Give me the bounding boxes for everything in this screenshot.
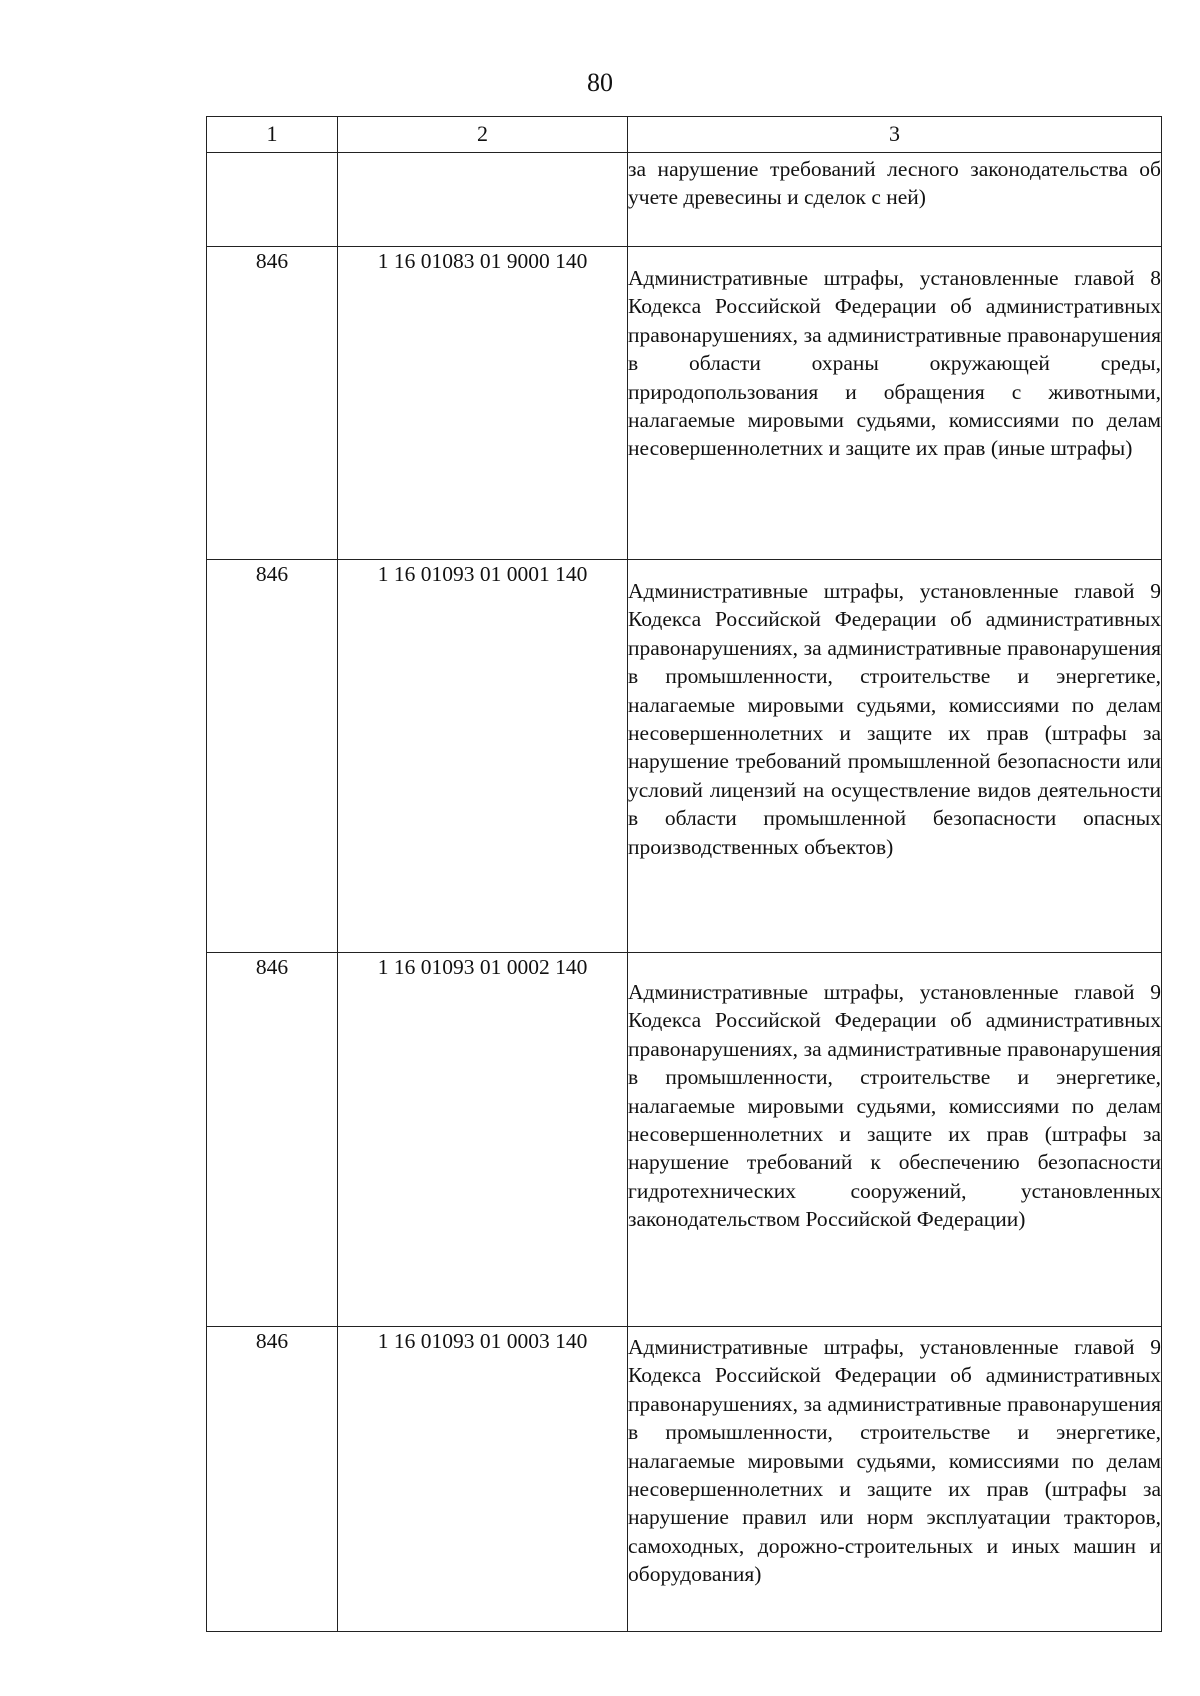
description-cell (628, 247, 1162, 560)
budget-codes-table (206, 116, 1162, 1632)
description-cell (628, 1327, 1162, 1632)
description-text: Административные штрафы, установленные главой 9 Кодекса Российской Федерации об административных правонарушениях, за административные правонарушения в промышленности, строительстве и энергетике, налагаемые мировыми судьями, комиссиями по делам несовершеннолетних и защите их прав (штрафы за нарушение требований к обеспечению безопасности гидротехнических сооружений, установленных законодательством Российской Федерации) (628, 980, 1161, 1232)
budget-code-cell: 1 16 01093 01 0002 140 (338, 953, 628, 1327)
description-text: Административные штрафы, установленные главой 8 Кодекса Российской Федерации об административных правонарушениях, за административные правонарушения в области охраны окружающей среды, природопользования и обращения с животными, налагаемые мировыми судьями, комиссиями по делам несовершеннолетних и защите их прав (иные штрафы) (628, 266, 1161, 461)
admin-code-cell: 846 (207, 560, 338, 953)
table-row (207, 560, 1162, 953)
budget-code-cell: 1 16 01083 01 9000 140 (338, 247, 628, 560)
description-text: за нарушение требований лесного законодательства об учете древесины и сделок с ней) (628, 157, 1161, 210)
admin-code-cell: 846 (207, 953, 338, 1327)
description-text: Административные штрафы, установленные главой 9 Кодекса Российской Федерации об административных правонарушениях, за административные правонарушения в промышленности, строительстве и энергетике, налагаемые мировыми судьями, комиссиями по делам несовершеннолетних и защите их прав (штрафы за нарушение правил или норм эксплуатации тракторов, самоходных, дорожно-строительных и иных машин и оборудования) (628, 1335, 1161, 1587)
column-header-2: 2 (338, 117, 628, 153)
admin-code-cell: 846 (207, 247, 338, 560)
page-number: 80 (587, 68, 613, 97)
table-row (207, 153, 1162, 247)
table-row (207, 953, 1162, 1327)
table-row (207, 247, 1162, 560)
table-row (207, 1327, 1162, 1632)
budget-code-cell (338, 153, 628, 247)
table-header-row (207, 117, 1162, 153)
budget-code-cell: 1 16 01093 01 0003 140 (338, 1327, 628, 1632)
description-cell (628, 953, 1162, 1327)
column-header-3: 3 (628, 117, 1162, 153)
column-header-1: 1 (207, 117, 338, 153)
admin-code-cell (207, 153, 338, 247)
description-text: Административные штрафы, установленные главой 9 Кодекса Российской Федерации об административных правонарушениях, за административные правонарушения в промышленности, строительстве и энергетике, налагаемые мировыми судьями, комиссиями по делам несовершеннолетних и защите их прав (штрафы за нарушение требований промышленной безопасности или условий лицензий на осуществление видов деятельности в области промышленной безопасности опасных производственных объектов) (628, 579, 1161, 859)
budget-code-cell: 1 16 01093 01 0001 140 (338, 560, 628, 953)
admin-code-cell: 846 (207, 1327, 338, 1632)
description-cell (628, 153, 1162, 247)
description-cell (628, 560, 1162, 953)
